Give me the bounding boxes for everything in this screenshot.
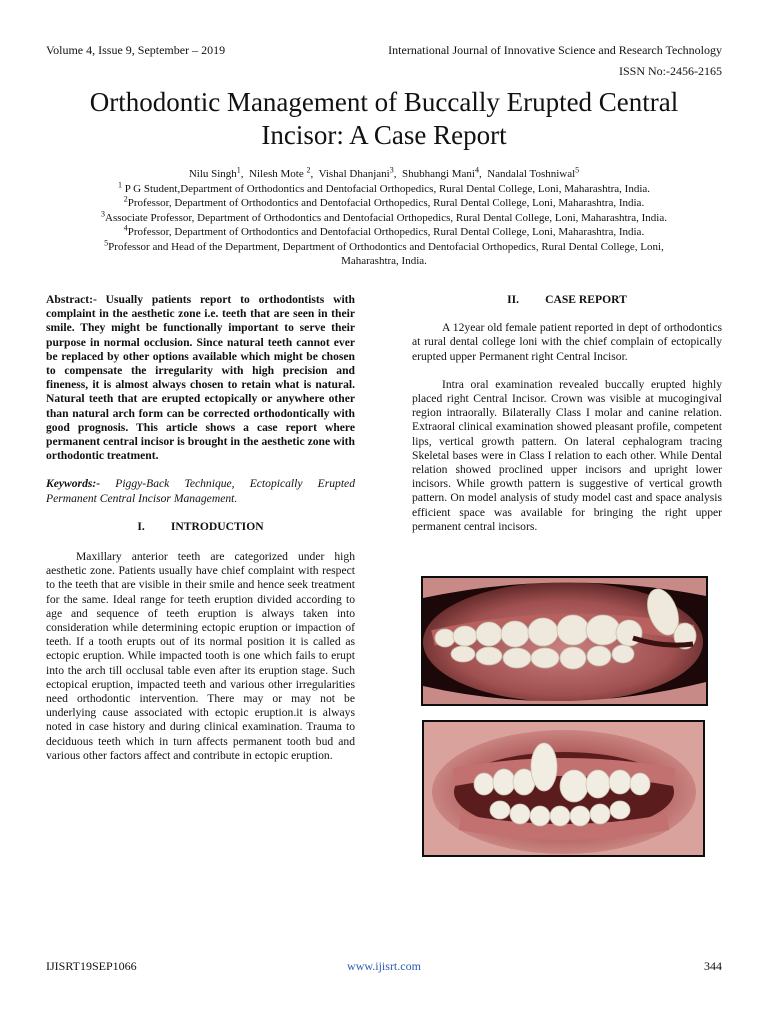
section-number: II. — [507, 293, 520, 306]
author-sup: 5 — [575, 165, 580, 175]
affiliation-line — [30, 237, 738, 255]
author-sup: 3 — [389, 165, 394, 175]
author-name: Nilu Singh — [188, 168, 237, 180]
keywords-label: Keywords:- — [46, 477, 101, 491]
affiliation-text: Professor, Department of Orthodontics and Dentofacial Orthopedics, Rural Dental College, Loni, Maharashtra, India. — [127, 226, 645, 238]
author-name: Nandalal Toshniwal — [487, 168, 576, 180]
affiliation-sup: 5 — [104, 237, 109, 247]
footer-website-link[interactable]: www.ijisrt.com — [347, 959, 421, 973]
intraoral-lateral-photo — [421, 576, 708, 706]
affiliation-sup: 1 — [117, 179, 122, 189]
author-name: Vishal Dhanjani — [318, 168, 390, 180]
affiliation-sup: 2 — [123, 194, 128, 204]
author-sup: 2 — [306, 165, 311, 175]
right-column — [412, 293, 722, 534]
author-name: Shubhangi Mani — [401, 168, 475, 180]
section-number: I. — [137, 519, 145, 533]
intraoral-frontal-photo — [422, 720, 705, 857]
volume-info: Volume 4, Issue 9, September – 2019 — [46, 43, 226, 57]
author-list: Nilu Singh$^1$, Nilesh Mote $^2$, Vishal Dhanjani$^3$, Shubhangi Mani$^4$, Nandalal Toshniwal$^5$ — [188, 165, 580, 180]
affiliation-line — [30, 225, 738, 240]
author-sup: 4 — [474, 165, 479, 175]
paper-title — [30, 86, 738, 152]
keywords — [46, 477, 355, 505]
affiliation-line — [30, 208, 738, 226]
section-heading-introduction — [46, 520, 355, 534]
affiliation-tail: Maharashtra, India. — [341, 255, 427, 267]
affiliation-sup: 4 — [123, 223, 128, 233]
affiliation-line — [30, 179, 738, 197]
affiliation-text: Associate Professor, Department of Orthodontics and Dentofacial Orthopedics, Rural Dental College, Loni, Maharashtra, India. — [105, 211, 667, 224]
left-column — [46, 293, 355, 763]
abstract: Abstract:- Usually patients report to orthodontists with complaint in the aesthetic zone i.e. teeth that are seen in their smile. They might be functionally important to serve their purpose in normal occlusion. Since natural teeth cannot ever be replaced by other options available which might be chosen to compensate the irregularity with high precision and fineness, it is almost always chosen to retain what is natural. Natural teeth that are erupted ectopically or anywhere other than natural arch form can be corrected orthodontically with good prognosis. This article shows a case report where permanent central incisor is brought in the aesthetic zone with orthodontic treatment. — [46, 293, 355, 463]
section-title: INTRODUCTION — [170, 519, 264, 533]
author-sup: 1 — [236, 165, 241, 175]
journal-name: International Journal of Innovative Science and Research Technology — [388, 43, 722, 57]
keywords-text: Piggy-Back Technique, Ectopically Erupted Permanent Central Incisor Management. — [46, 477, 355, 505]
case-paragraph-2: Intra oral examination revealed buccally erupted highly placed right Central Incisor. Crown was visible at mucogingival region intraorally. Bilaterally Class I molar and canine relation. Extraoral clinical examination showed pleasant profile, competent lips, vertical growth pattern. On lateral cephalogram tracing Skeletal bases were in Class I relation to each other. While Dental relation showed proclined upper incisors and upright lower incisors. While growth pattern is suggestive of vertical growth pattern. On model analysis of study model cast and space analysis efficient space was available for bringing the right upper permanent central incisors. — [412, 377, 722, 533]
affiliation-text: Professor and Head of the Department, Department of Orthodontics and Dentofacial Orthopedics, Rural Dental College, Loni, — [108, 240, 664, 253]
intraoral-lateral-image — [423, 578, 706, 704]
title-line-1: Orthodontic Management of Buccally Erupted Central — [89, 87, 679, 117]
author-name: Nilesh Mote — [249, 168, 304, 180]
affiliation-text: Professor, Department of Orthodontics and Dentofacial Orthopedics, Rural Dental College, Loni, Maharashtra, India. — [127, 197, 645, 209]
title-line-2: Incisor: A Case Report — [261, 120, 507, 150]
affiliation-line — [30, 196, 738, 211]
footer-paper-code: IJISRT19SEP1066 — [46, 959, 137, 973]
section-heading-case-report — [412, 293, 722, 307]
introduction-paragraph: Maxillary anterior teeth are categorized under high aesthetic zone. Patients usually have chief complaint with respect to the teeth that are visible in their smile and hence seek treatment for the same. Ideal range for teeth eruption divided according to age and sequence of teeth eruption is always taken into consideration while determining ectopic eruption or impaction of teeth. If a tooth erupts out of its normal position it is called as ectopic eruption. While impacted tooth is one which fails to erupt into the arch till occlusal table even after its eruption stage. Such ectopical eruption, impacted teeth and various other irregularities need orthodontic intervention. There may or may not be underlying cause associated with ectopic eruption.it is always noted in case history and during clinical examination. Trauma to deciduous teeth which in turn affects permanent tooth bud and various other factors affect and contribute in ectopic eruption. — [46, 550, 355, 762]
affiliation-sup: 3 — [101, 208, 106, 218]
case-paragraph-1: A 12year old female patient reported in dept of orthodontics at rural dental college loni with the chief complain of ectopically erupted upper Permanent right Central Incisor. — [412, 321, 722, 363]
issn: ISSN No:-2456-2165 — [618, 64, 722, 78]
page-number: 344 — [704, 959, 722, 973]
intraoral-frontal-image — [424, 722, 703, 855]
author-block — [30, 167, 738, 269]
section-title: CASE REPORT — [545, 293, 627, 306]
affiliation-text: P G Student,Department of Orthodontics and Dentofacial Orthopedics, Rural Dental College, Loni, Maharashtra, India. — [121, 182, 651, 195]
